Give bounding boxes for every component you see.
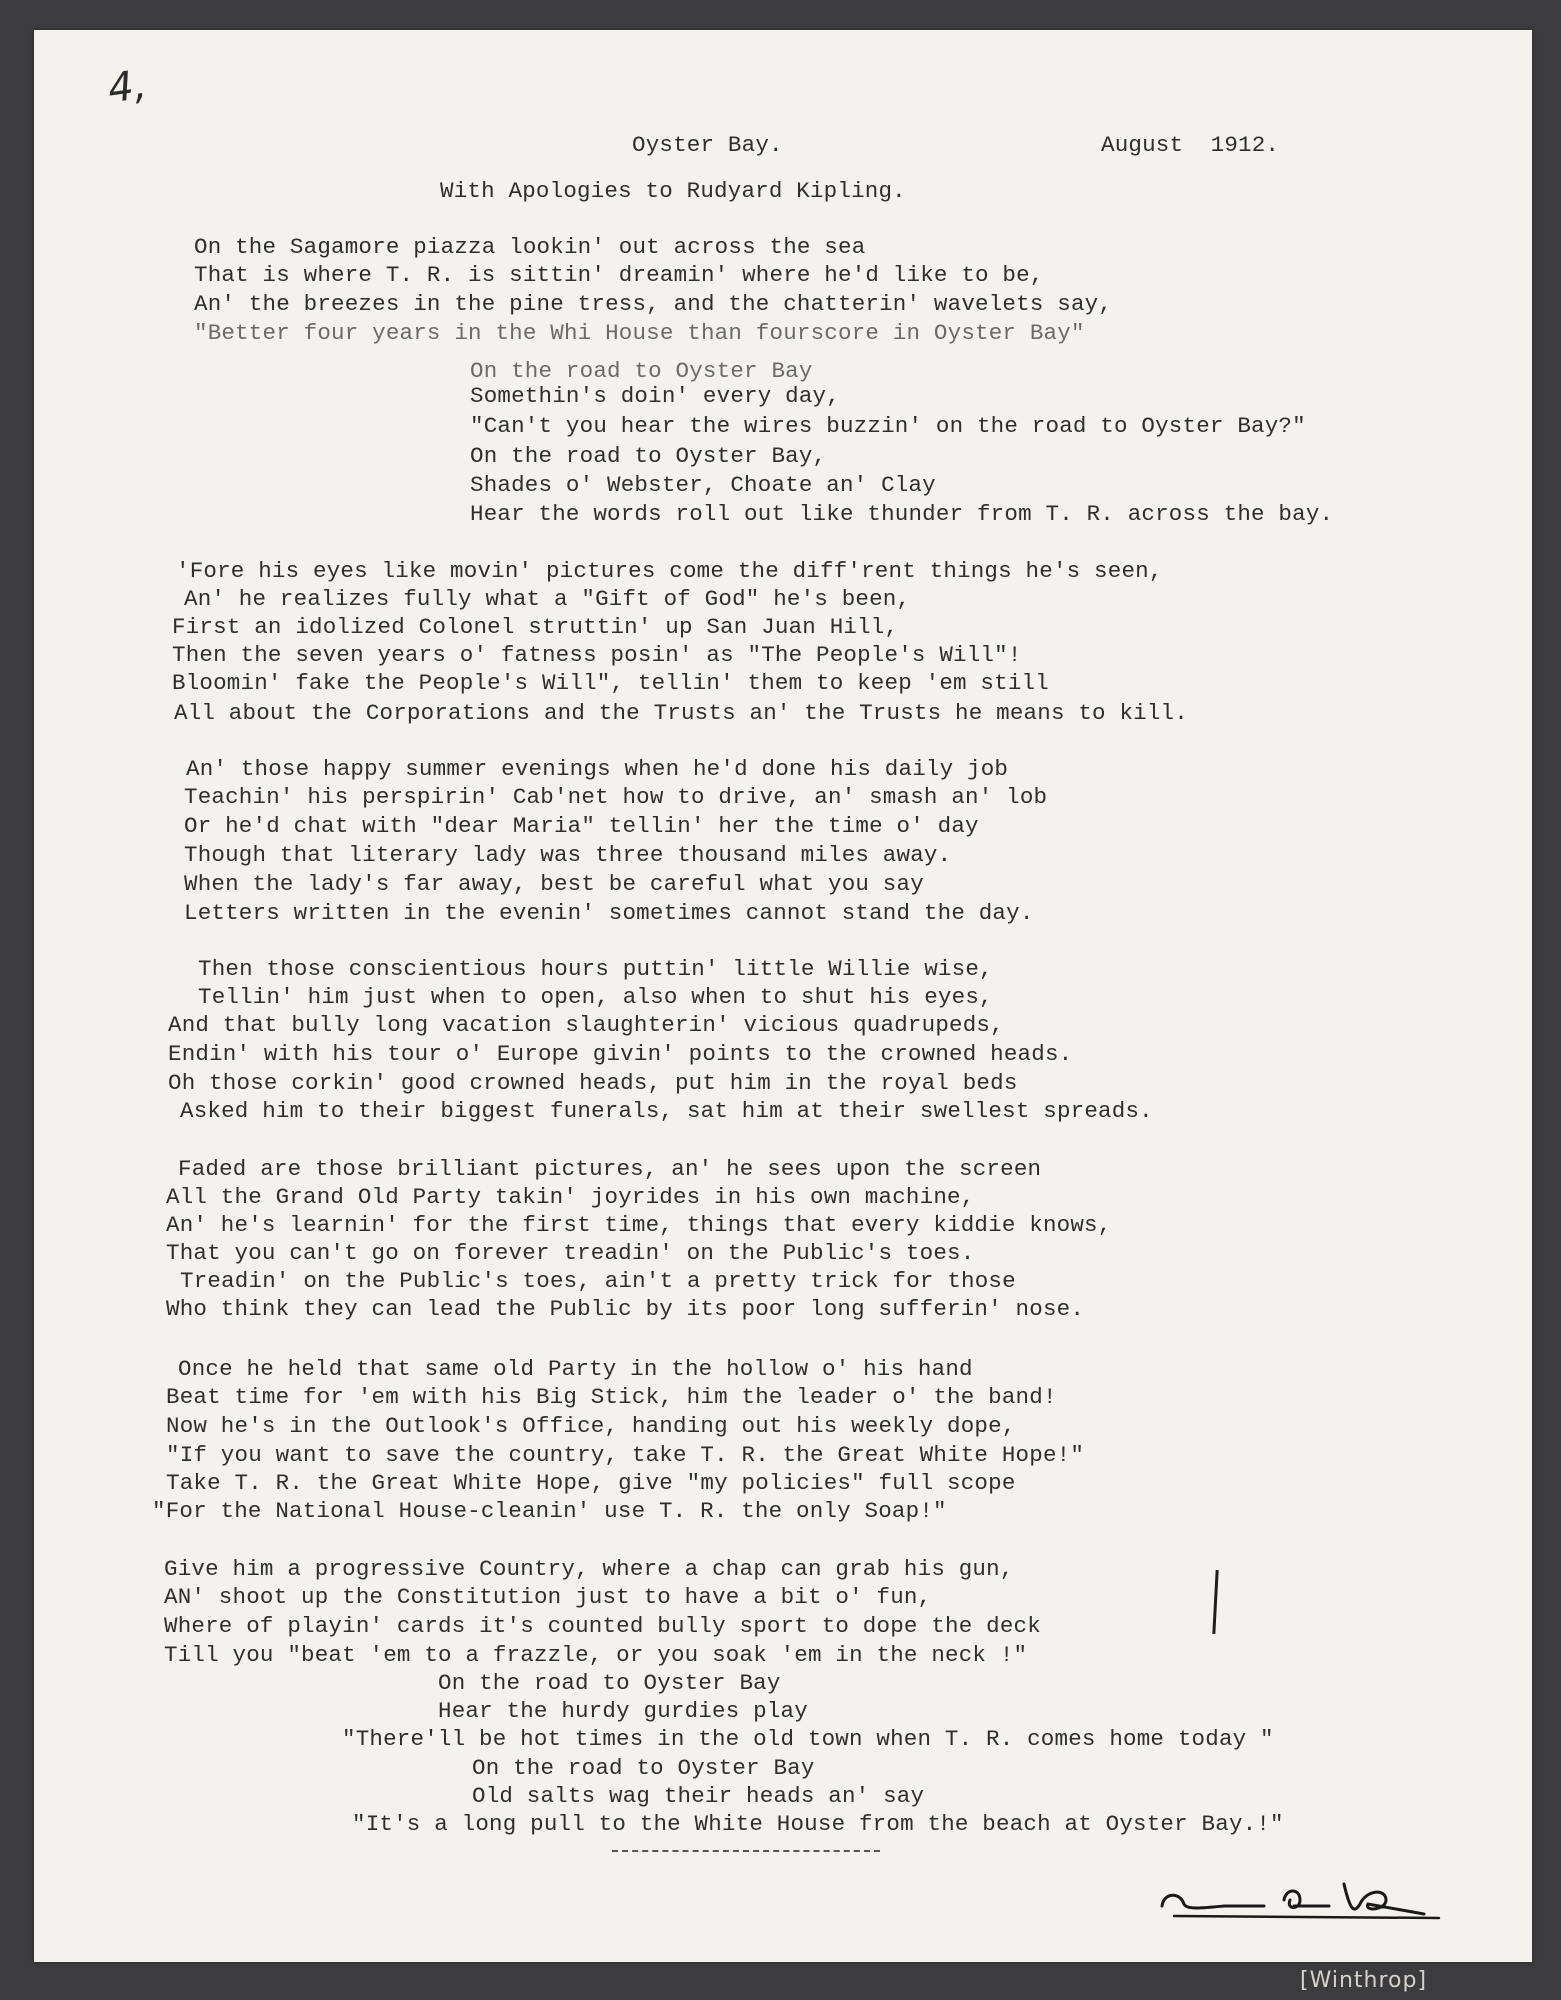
archive-note: [Winthrop] xyxy=(1300,1968,1428,1993)
poem-line: Then the seven years o' fatness posin' as "The People's Will"! xyxy=(172,642,1022,668)
page-number: 4, xyxy=(104,61,150,113)
poem-line: When the lady's far away, best be careful what you say xyxy=(184,871,924,897)
poem-line: Tellin' him just when to open, also when to shut his eyes, xyxy=(198,984,993,1010)
poem-line: Teachin' his perspirin' Cab'net how to drive, an' smash an' lob xyxy=(184,784,1048,810)
poem-line: An' he realizes fully what a "Gift of God" he's been, xyxy=(184,586,911,612)
poem-line: 'Fore his eyes like movin' pictures come the diff'rent things he's seen, xyxy=(176,558,1163,584)
poem-line: AN' shoot up the Constitution just to have a bit o' fun, xyxy=(164,1584,932,1610)
poem-line: First an idolized Colonel struttin' up San Juan Hill, xyxy=(172,614,899,640)
poem-dedication: With Apologies to Rudyard Kipling. xyxy=(440,178,906,204)
poem-line: Beat time for 'em with his Big Stick, him the leader o' the band! xyxy=(166,1384,1057,1410)
poem-line: Take T. R. the Great White Hope, give "my policies" full scope xyxy=(166,1470,1016,1496)
poem-line: All about the Corporations and the Trusts an' the Trusts he means to kill. xyxy=(174,700,1188,726)
poem-line: And that bully long vacation slaughterin' vicious quadrupeds, xyxy=(168,1012,1004,1038)
poem-line: All the Grand Old Party takin' joyrides in his own machine, xyxy=(166,1184,975,1210)
poem-line: Give him a progressive Country, where a chap can grab his gun, xyxy=(164,1556,1014,1582)
poem-line: "If you want to save the country, take T. R. the Great White Hope!" xyxy=(166,1442,1085,1468)
poem-line: Where of playin' cards it's counted bully sport to dope the deck xyxy=(164,1613,1041,1639)
poem-line: Somethin's doin' every day, xyxy=(470,383,840,409)
poem-line: Hear the words roll out like thunder from T. R. across the bay. xyxy=(470,501,1334,527)
poem-line: An' he's learnin' for the first time, things that every kiddie knows, xyxy=(166,1212,1112,1238)
margin-pen-mark xyxy=(1212,1570,1218,1634)
poem-line: On the Sagamore piazza lookin' out across the sea xyxy=(194,234,866,260)
poem-line: Asked him to their biggest funerals, sat him at their swellest spreads. xyxy=(180,1098,1153,1124)
closing-rule xyxy=(612,1850,880,1852)
poem-line: Then those conscientious hours puttin' little Willie wise, xyxy=(198,956,993,982)
poem-line: Shades o' Webster, Choate an' Clay xyxy=(470,472,936,498)
poem-line: Oh those corkin' good crowned heads, put him in the royal beds xyxy=(168,1070,1018,1096)
poem-line: Bloomin' fake the People's Will", tellin' them to keep 'em still xyxy=(172,670,1049,696)
poem-line: On the road to Oyster Bay xyxy=(438,1670,781,1696)
poem-line: Who think they can lead the Public by its poor long sufferin' nose. xyxy=(166,1296,1085,1322)
poem-line: Till you "beat 'em to a frazzle, or you soak 'em in the neck !" xyxy=(164,1642,1028,1668)
poem-line: On the road to Oyster Bay xyxy=(470,358,813,384)
poem-line: Old salts wag their heads an' say xyxy=(472,1783,925,1809)
poem-line: That you can't go on forever treadin' on the Public's toes. xyxy=(166,1240,975,1266)
poem-line: Faded are those brilliant pictures, an' he sees upon the screen xyxy=(178,1156,1042,1182)
poem-line: Or he'd chat with "dear Maria" tellin' her the time o' day xyxy=(184,813,979,839)
poem-line: "It's a long pull to the White House from the beach at Oyster Bay.!" xyxy=(352,1811,1284,1837)
poem-line: "Can't you hear the wires buzzin' on the road to Oyster Bay?" xyxy=(470,413,1306,439)
poem-line: Endin' with his tour o' Europe givin' points to the crowned heads. xyxy=(168,1041,1073,1067)
poem-line: "For the National House-cleanin' use T. R. the only Soap!" xyxy=(152,1498,947,1524)
poem-line: That is where T. R. is sittin' dreamin' where he'd like to be, xyxy=(194,262,1044,288)
poem-date: August 1912. xyxy=(1101,132,1280,158)
poem-line: Letters written in the evenin' sometimes cannot stand the day. xyxy=(184,900,1034,926)
poem-title: Oyster Bay. xyxy=(632,132,783,158)
poem-line: Though that literary lady was three thousand miles away. xyxy=(184,842,952,868)
poem-line: Once he held that same old Party in the hollow o' his hand xyxy=(178,1356,973,1382)
poem-line: Treadin' on the Public's toes, ain't a pretty trick for those xyxy=(180,1268,1016,1294)
poem-line: An' those happy summer evenings when he'd done his daily job xyxy=(186,756,1009,782)
poem-line: "Better four years in the Whi House than fourscore in Oyster Bay" xyxy=(194,320,1085,346)
poem-line: Now he's in the Outlook's Office, handing out his weekly dope, xyxy=(166,1413,1016,1439)
poem-line: On the road to Oyster Bay xyxy=(472,1755,815,1781)
signature-icon xyxy=(1154,1870,1454,1935)
poem-line: On the road to Oyster Bay, xyxy=(470,443,827,469)
document-page xyxy=(34,30,1532,1993)
poem-line: Hear the hurdy gurdies play xyxy=(438,1698,808,1724)
poem-line: "There'll be hot times in the old town when T. R. comes home today " xyxy=(342,1726,1274,1752)
poem-line: An' the breezes in the pine tress, and the chatterin' wavelets say, xyxy=(194,291,1113,317)
